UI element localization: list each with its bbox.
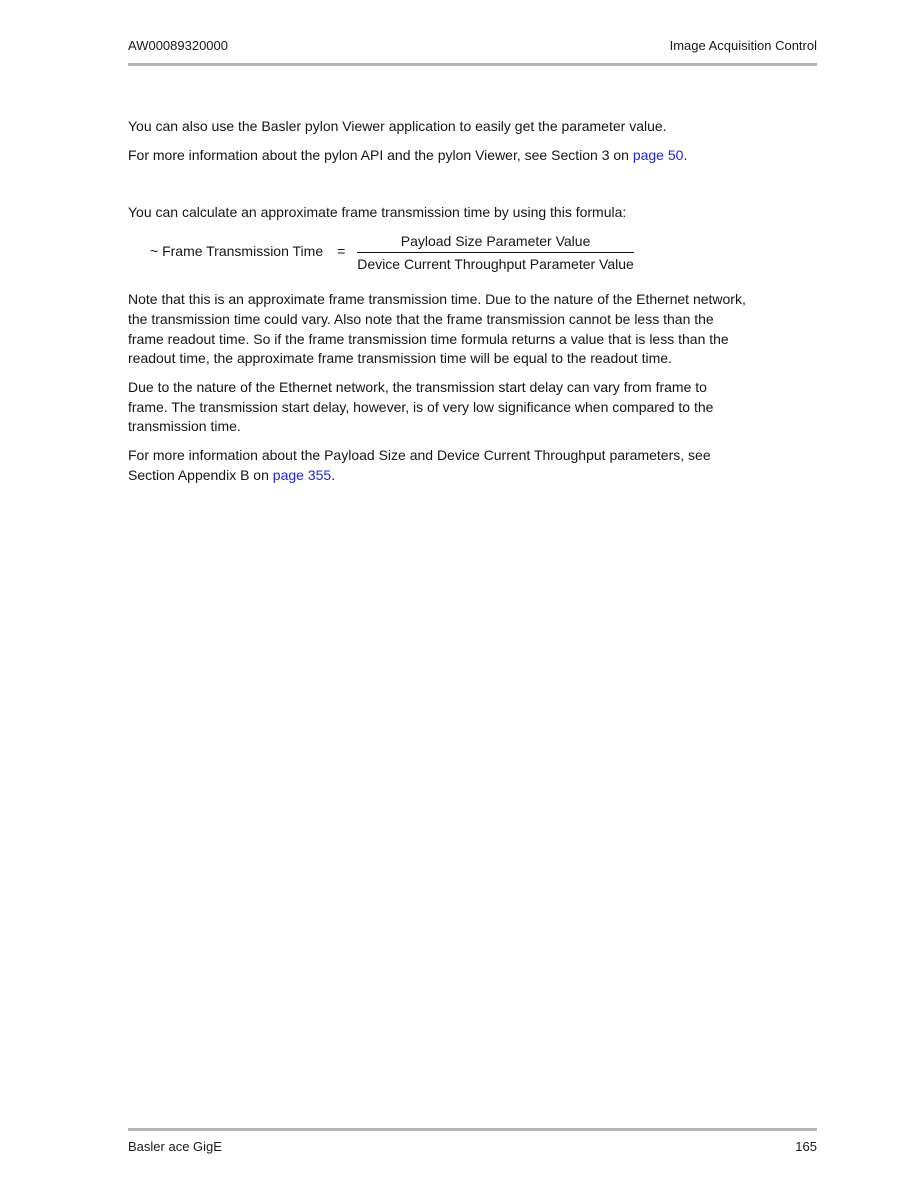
text-segment: readout time, the approximate frame transmission time will be equal to the readout time. bbox=[128, 350, 672, 367]
text-line bbox=[128, 398, 817, 418]
text-segment: frame readout time. So if the frame transmission time formula returns a value that is less than the bbox=[128, 330, 729, 347]
text-line bbox=[128, 203, 817, 223]
footer-rule bbox=[128, 1128, 817, 1131]
text-segment: . bbox=[683, 146, 688, 163]
text-segment: Section Appendix B on bbox=[128, 466, 273, 483]
formula-label: ~ Frame Transmission Time bbox=[150, 243, 324, 260]
page-reference-link[interactable]: page 355 bbox=[272, 466, 332, 483]
text-line bbox=[128, 146, 817, 166]
text-line bbox=[128, 417, 817, 437]
text-line bbox=[128, 349, 817, 369]
text-segment: For more information about the pylon API and the pylon Viewer, see Section 3 on bbox=[128, 146, 633, 163]
paragraph bbox=[128, 290, 817, 369]
text-line bbox=[128, 117, 817, 137]
text-segment: frame. The transmission start delay, however, is of very low significance when compared to the bbox=[128, 398, 714, 415]
paragraph bbox=[128, 378, 817, 437]
text-segment: You can calculate an approximate frame transmission time by using this formula: bbox=[128, 204, 627, 221]
formula bbox=[150, 231, 817, 273]
text-segment: For more information about the Payload Size and Device Current Throughput parameters, see bbox=[128, 447, 711, 464]
header-doc-number: AW00089320000 bbox=[128, 38, 228, 53]
formula-numerator: Payload Size Parameter Value bbox=[357, 231, 634, 253]
footer-product-name: Basler ace GigE bbox=[128, 1139, 222, 1154]
text-line bbox=[128, 446, 817, 466]
text-segment: Note that this is an approximate frame transmission time. Due to the nature of the Ethernet network, bbox=[128, 291, 746, 308]
text-line bbox=[128, 310, 817, 330]
text-segment: transmission time. bbox=[128, 418, 241, 435]
paragraph bbox=[128, 117, 817, 137]
page-footer bbox=[128, 1139, 817, 1155]
text-segment: the transmission time could vary. Also note that the frame transmission cannot be less than the bbox=[128, 310, 714, 327]
text-line bbox=[128, 330, 817, 350]
text-segment: Due to the nature of the Ethernet network, the transmission start delay can vary from frame to bbox=[128, 378, 707, 395]
header-section-title: Image Acquisition Control bbox=[669, 38, 817, 53]
text-line bbox=[128, 378, 817, 398]
formula-denominator: Device Current Throughput Parameter Value bbox=[357, 256, 634, 273]
formula-equals-sign: = bbox=[337, 243, 346, 260]
text-segment: . bbox=[331, 466, 336, 483]
paragraph bbox=[128, 146, 817, 166]
paragraph bbox=[128, 203, 817, 223]
paragraph bbox=[128, 446, 817, 485]
text-segment: You can also use the Basler pylon Viewer application to easily get the parameter value. bbox=[128, 118, 667, 134]
text-line bbox=[128, 466, 817, 486]
text-line bbox=[128, 290, 817, 310]
formula-fraction bbox=[357, 231, 634, 273]
page-content bbox=[128, 0, 817, 485]
page-reference-link[interactable]: page 50 bbox=[632, 146, 684, 163]
footer-page-number: 165 bbox=[795, 1139, 817, 1154]
